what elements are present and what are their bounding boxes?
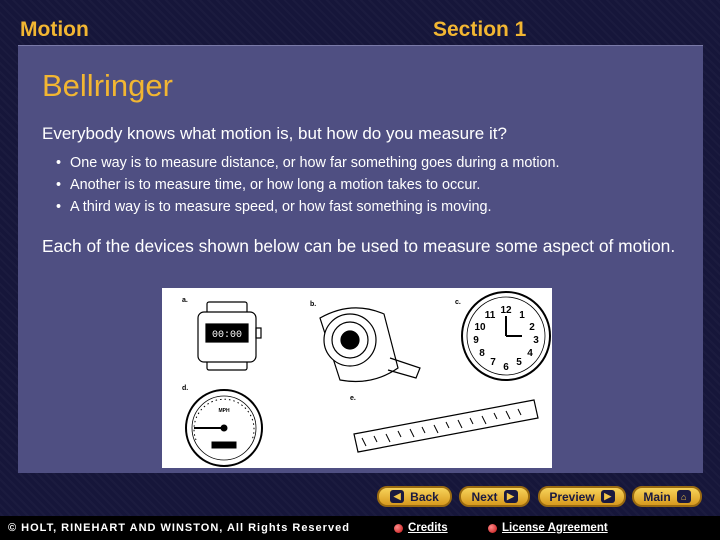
tape-measure-icon [320,308,420,382]
stopwatch-readout: 00:00 [211,330,243,341]
clock-number: 12 [500,305,512,316]
paragraph-text: Each of the devices shown below can be used to measure some aspect of motion. [42,236,676,256]
content-panel [18,45,703,473]
bullet-list [56,152,560,218]
license-link[interactable] [488,522,608,534]
back-button[interactable] [377,486,452,507]
arrow-left-icon: ◀ [390,490,404,503]
arrow-right-icon: ▶ [504,490,518,503]
clock-number: 8 [479,348,485,359]
label-a: a. [182,297,188,304]
devices-illustration [162,288,552,468]
devices-figure [162,288,552,468]
label-b: b. [310,301,317,308]
clock-number: 10 [474,322,486,333]
preview-button[interactable] [538,486,626,507]
bullet-item: • One way is to measure distance, or how far something goes during a motion. [56,155,560,171]
label-c: c. [455,299,461,306]
preview-icon: ▶ [601,490,615,503]
copyright-text: © HOLT, RINEHART AND WINSTON, All Rights Reserved [8,522,350,534]
clock-number: 11 [484,310,496,321]
intro-text: Everybody knows what motion is, but how do you measure it? [42,124,507,143]
red-bullet-icon [394,524,403,533]
credits-label: Credits [408,522,448,534]
credits-link[interactable] [394,522,448,534]
slide-title: Bellringer [42,68,173,103]
red-bullet-icon [488,524,497,533]
speedometer-label: MPH [218,408,230,414]
preview-label: Preview [549,489,595,504]
back-label: Back [410,489,439,504]
license-label: License Agreement [502,522,608,534]
clock-number: 2 [529,322,535,333]
bullet-item: • A third way is to measure speed, or how fast something is moving. [56,199,492,215]
chapter-title: Motion [20,18,89,41]
footer-bar [0,516,720,540]
clock-number: 5 [516,357,522,368]
home-icon: ⌂ [677,490,691,503]
bullet-text: One way is to measure distance, or how far something goes during a motion. [70,155,560,171]
stopwatch-icon [198,302,261,370]
clock-number: 9 [473,335,479,346]
next-button[interactable] [459,486,530,507]
clock-number: 6 [503,362,509,373]
main-button[interactable] [632,486,702,507]
section-title: Section 1 [433,18,527,41]
clock-number: 3 [533,335,539,346]
bullet-item: • Another is to measure time, or how long a motion takes to occur. [56,177,481,193]
bullet-text: Another is to measure time, or how long a motion takes to occur. [70,177,481,193]
clock-number: 4 [527,348,533,359]
clock-number: 1 [519,310,525,321]
bullet-text: A third way is to measure speed, or how fast something is moving. [70,199,492,215]
label-d: d. [182,385,189,392]
ruler-icon [354,400,538,452]
label-e: e. [350,395,356,402]
next-label: Next [471,489,498,504]
clock-number: 7 [490,357,496,368]
main-label: Main [643,489,671,504]
speedometer-icon [186,390,262,466]
clock-icon [462,292,550,380]
